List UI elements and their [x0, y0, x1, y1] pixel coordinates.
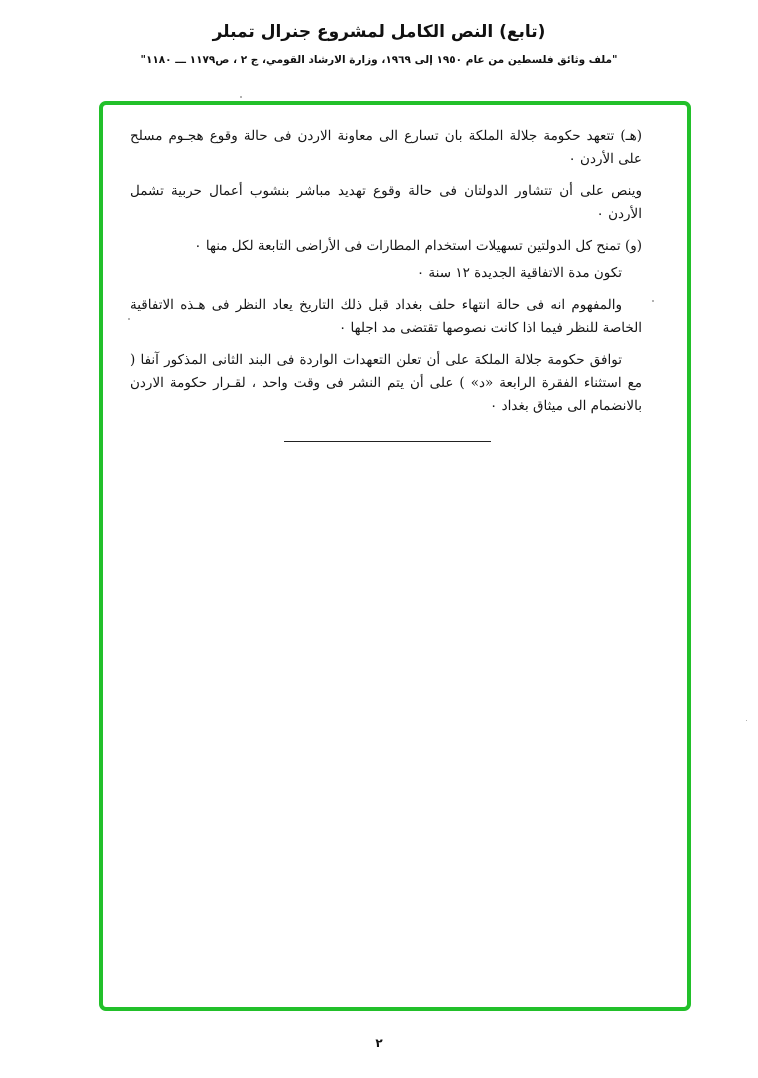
- paragraph-clause-w: (و) تمنح كل الدولتين تسهيلات استخدام المطارات فى الأراضى التابعة لكل منها ٠: [194, 238, 642, 254]
- paragraph-clause-h: (هـ) تتعهد حكومة جلالة الملكة بان تسارع الى معاونة الاردن فى حالة وقوع هجـوم مسلح على الأردن ٠: [130, 128, 642, 167]
- document-body: [130, 125, 642, 427]
- source-citation: "ملف وثائق فلسطين من عام ١٩٥٠ إلى ١٩٦٩، وزارة الارشاد القومي، ج ٢ ، ص١١٧٩ ـــ ١١٨٠": [140, 54, 618, 66]
- scan-speck: [240, 96, 242, 98]
- paragraph-publication-agreement: توافق حكومة جلالة الملكة على أن تعلن التعهدات الواردة فى البند الثانى المذكور آنفا ( مع استثناء الفقرة الرابعة «د» ) على أن يتم النشر فى وقت واحد ، لقـرار حكومة الاردن بالانضمام الى ميثاق بغداد ٠: [130, 352, 642, 414]
- page-number: ٢: [375, 1036, 383, 1050]
- scan-speck: [652, 300, 654, 302]
- paragraph-baghdad-pact-review: والمفهوم انه فى حالة انتهاء حلف بغداد قبل ذلك التاريخ يعاد النظر فى هـذه الاتفاقية الخاصة للنظر فيما اذا كانت نصوصها تقتضى مد اجلها ٠: [130, 297, 642, 336]
- end-divider-line: [284, 441, 491, 442]
- page-title: (تابع) النص الكامل لمشروع جنرال تمبلر: [212, 22, 546, 42]
- paragraph-consultation: وينص على أن تتشاور الدولتان فى حالة وقوع تهديد مباشر بنشوب أعمال حربية تشمل الأردن ٠: [130, 183, 642, 222]
- paragraph-duration: تكون مدة الاتفاقية الجديدة ١٢ سنة ٠: [416, 265, 622, 281]
- scan-speck: [128, 318, 130, 320]
- scan-speck: [746, 720, 747, 721]
